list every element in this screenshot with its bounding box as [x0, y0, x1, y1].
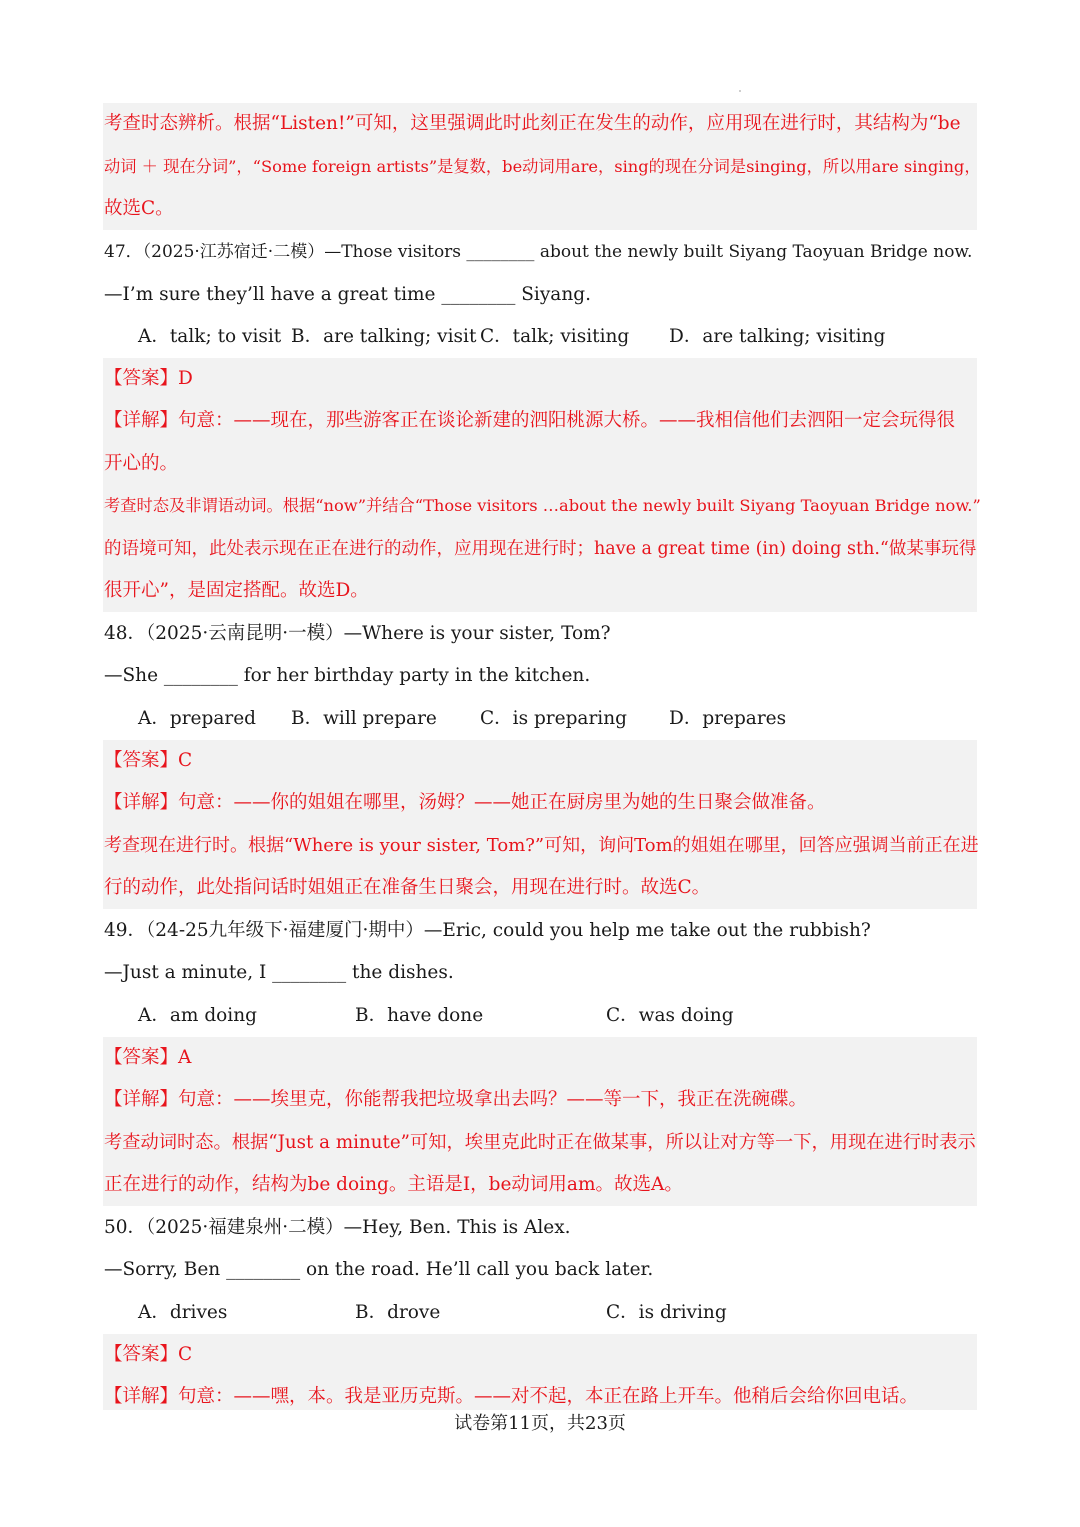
question-stem-reply: —I’m sure they’ll have a great time ________ Siyang.: [104, 284, 591, 305]
answer-shade: [103, 358, 977, 612]
detail-line: 考查时态及非谓语动词。根据“now”并结合“Those visitors …about the newly built Siyang Taoyuan Bridge now.”: [104, 496, 981, 515]
detail-line: 开心的。: [104, 453, 179, 474]
detail-line: 很开心”，是固定搭配。故选D。: [104, 580, 369, 601]
detail-line: 【详解】句意：——现在，那些游客正在谈论新建的泗阳桃源大桥。——我相信他们去泗阳一定会玩得很: [104, 410, 956, 431]
question-stem: 50．（2025·福建泉州·二模）—Hey, Ben. This is Alex.: [104, 1217, 571, 1238]
option-c: C．is preparing: [480, 708, 627, 729]
option-a: A．drives: [138, 1302, 228, 1323]
explanation-line: 考查时态辨析。根据“Listen!”可知，这里强调此时此刻正在发生的动作，应用现在进行时，其结构为“be: [104, 113, 961, 134]
detail-line: 行的动作，此处指问话时姐姐正在准备生日聚会，用现在进行时。故选C。: [104, 877, 711, 898]
question-stem: 49．（24-25九年级下·福建厦门·期中）—Eric, could you help me take out the rubbish?: [104, 920, 871, 941]
option-b: B．have done: [355, 1005, 484, 1026]
question-stem: 47．（2025·江苏宿迁·二模）—Those visitors ________ about the newly built Siyang Taoyuan Bridge now.: [104, 242, 973, 262]
detail-line: 【详解】句意：——你的姐姐在哪里，汤姆？——她正在厨房里为她的生日聚会做准备。: [104, 792, 826, 813]
question-stem-reply: —Just a minute, I ________ the dishes.: [104, 962, 454, 983]
option-b: B．drove: [355, 1302, 441, 1323]
answer-label: 【答案】C: [104, 1344, 193, 1365]
option-a: A．prepared: [138, 708, 257, 729]
detail-line: 【详解】句意：——嘿，本。我是亚历克斯。——对不起，本正在路上开车。他稍后会给你回电话。: [104, 1386, 919, 1407]
detail-line: 的语境可知，此处表示现在正在进行的动作，应用现在进行时；have a great time (in) doing sth.“做某事玩得: [104, 539, 977, 559]
option-d: D．are talking; visiting: [669, 326, 886, 347]
explanation-line: 故选C。: [104, 198, 174, 219]
detail-line: 正在进行的动作，结构为be doing。主语是I，be动词用am。故选A。: [104, 1174, 683, 1195]
option-d: D．prepares: [669, 708, 787, 729]
detail-line: 考查动词时态。根据“Just a minute”可知，埃里克此时正在做某事，所以让对方等一下，用现在进行时表示: [104, 1132, 976, 1153]
answer-label: 【答案】A: [104, 1047, 192, 1068]
option-c: C．was doing: [606, 1005, 734, 1026]
option-b: B．are talking; visit: [291, 326, 477, 347]
answer-label: 【答案】D: [104, 368, 193, 389]
option-a: A．talk; to visit: [138, 326, 282, 347]
question-stem-reply: —She ________ for her birthday party in the kitchen.: [104, 665, 591, 686]
option-c: C．talk; visiting: [480, 326, 630, 347]
question-stem-reply: —Sorry, Ben ________ on the road. He’ll call you back later.: [104, 1259, 654, 1280]
detail-line: 【详解】句意：——埃里克，你能帮我把垃圾拿出去吗？——等一下，我正在洗碗碟。: [104, 1089, 808, 1110]
detail-line: 考查现在进行时。根据“Where is your sister, Tom?”可知，询问Tom的姐姐在哪里，回答应强调当前正在进: [104, 835, 979, 856]
option-a: A．am doing: [138, 1005, 257, 1026]
option-b: B．will prepare: [291, 708, 437, 729]
option-c: C．is driving: [606, 1302, 727, 1323]
scan-speck: [739, 90, 741, 92]
explanation-line: 动词 ＋ 现在分词”，“Some foreign artists”是复数，be动词用are，sing的现在分词是singing，所以用are singing，: [104, 157, 981, 176]
page-number-footer: 试卷第11页，共23页: [454, 1413, 626, 1434]
answer-label: 【答案】C: [104, 750, 193, 771]
question-stem: 48．（2025·云南昆明·一模）—Where is your sister, Tom?: [104, 623, 611, 644]
